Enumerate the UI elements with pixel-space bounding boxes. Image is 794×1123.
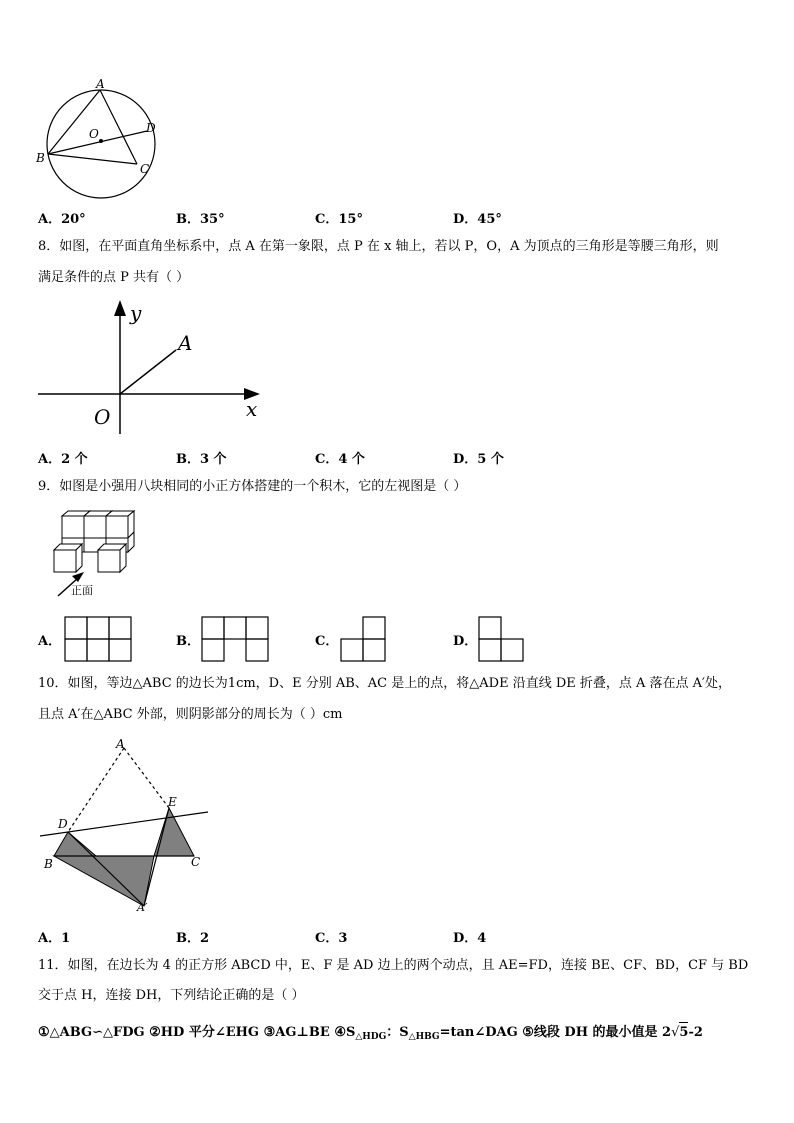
q7-option-b: B．35° bbox=[176, 212, 225, 227]
q7-option-d: D．45° bbox=[453, 212, 502, 227]
label-y: y bbox=[130, 301, 142, 325]
label-b: B bbox=[44, 857, 53, 871]
chord-ab bbox=[48, 90, 100, 154]
fold-ae bbox=[124, 748, 169, 808]
q11-text-line1: 11．如图，在边长为 4 的正方形 ABCD 中，E、F 是 AD 边上的两个动点，且 AE=FD，连接 BE、CF、BD，CF 与 BD bbox=[38, 958, 749, 973]
q10-option-b: B．2 bbox=[176, 931, 210, 946]
q9-option-d: D． bbox=[453, 634, 478, 649]
q10-option-d: D．4 bbox=[453, 931, 487, 946]
q10-text-line2: 且点 A′在△ABC 外部，则阴影部分的周长为（ ）cm bbox=[38, 707, 343, 722]
q11-text-line2: 交于点 H，连接 DH，下列结论正确的是（ ） bbox=[38, 988, 305, 1003]
chord-bc bbox=[48, 154, 137, 164]
q11-conclusions bbox=[38, 1022, 703, 1044]
segment-oa bbox=[120, 350, 176, 394]
q9-view-b bbox=[201, 616, 269, 662]
circle-o bbox=[47, 90, 155, 198]
conclusion-4: $④S_{\triangle HDG}$：$S_{\triangle HBG}=\tan\angle DAG$ bbox=[334, 1025, 518, 1042]
chord-ac bbox=[100, 90, 137, 164]
conclusion-5: ⑤线段 DH 的最小值是 2√5-2 bbox=[522, 1025, 703, 1040]
label-o: O bbox=[94, 405, 111, 429]
q8-option-d: D．5 个 bbox=[453, 452, 504, 467]
q9-cubes-figure bbox=[48, 510, 148, 600]
label-d: D bbox=[58, 817, 68, 831]
q8-option-c: C．4 个 bbox=[315, 452, 365, 467]
label-x: x bbox=[246, 397, 258, 421]
shaded-left bbox=[54, 856, 154, 906]
label-d: D bbox=[146, 121, 156, 135]
q9-option-c: C． bbox=[315, 634, 339, 649]
q9-text-line1: 9．如图是小强用八块相同的小正方体搭建的一个积木，它的左视图是（ ） bbox=[38, 479, 467, 494]
q8-coordinate-figure bbox=[36, 298, 276, 438]
center-point bbox=[99, 139, 103, 143]
q10-option-a: A．1 bbox=[38, 931, 71, 946]
sqrt-icon: √ bbox=[671, 1025, 680, 1040]
fold-ad bbox=[68, 748, 124, 832]
label-a: A bbox=[96, 77, 105, 91]
q10-option-c: C．3 bbox=[315, 931, 348, 946]
q9-view-c bbox=[340, 616, 388, 662]
q8-text-line2: 满足条件的点 P 共有（ ） bbox=[38, 270, 190, 285]
q8-text-line1: 8．如图，在平面直角坐标系中，点 A 在第一象限，点 P 在 x 轴上，若以 P，O，A 为顶点的三角形是等腰三角形，则 bbox=[38, 239, 719, 254]
q7-option-a: A．20° bbox=[38, 212, 86, 227]
label-c: C bbox=[191, 855, 201, 869]
label-e: E bbox=[168, 795, 177, 809]
q7-option-c: C．15° bbox=[315, 212, 363, 227]
q9-option-a: A． bbox=[38, 634, 62, 649]
label-a: A bbox=[178, 331, 193, 355]
q9-view-d bbox=[478, 616, 526, 662]
q10-text-line1: 10．如图，等边△ABC 的边长为1cm，D、E 分别 AB、AC 是上的点，将△ADE 沿直线 DE 折叠，点 A 落在点 A′处， bbox=[38, 676, 731, 691]
conclusion-2: ②HD 平分∠EHG bbox=[149, 1025, 260, 1040]
q10-fold-figure bbox=[36, 736, 226, 916]
front-arrow-head bbox=[72, 572, 84, 582]
label-b: B bbox=[36, 151, 45, 165]
conclusion-3: ③AG⊥BE bbox=[263, 1025, 330, 1040]
q9-view-a bbox=[64, 616, 132, 662]
label-c: C bbox=[140, 162, 150, 176]
y-axis-arrow bbox=[114, 300, 126, 316]
conclusion-1: ①△ABG∽△FDG bbox=[38, 1025, 145, 1040]
q7-circle-figure bbox=[30, 78, 170, 198]
label-o: O bbox=[89, 127, 99, 141]
label-a-prime: A′ bbox=[137, 901, 148, 914]
q9-front-label: 正面 bbox=[71, 584, 93, 597]
q9-option-b: B． bbox=[176, 634, 200, 649]
q8-option-b: B．3 个 bbox=[176, 452, 227, 467]
label-a: A bbox=[116, 737, 125, 751]
q8-option-a: A．2 个 bbox=[38, 452, 88, 467]
